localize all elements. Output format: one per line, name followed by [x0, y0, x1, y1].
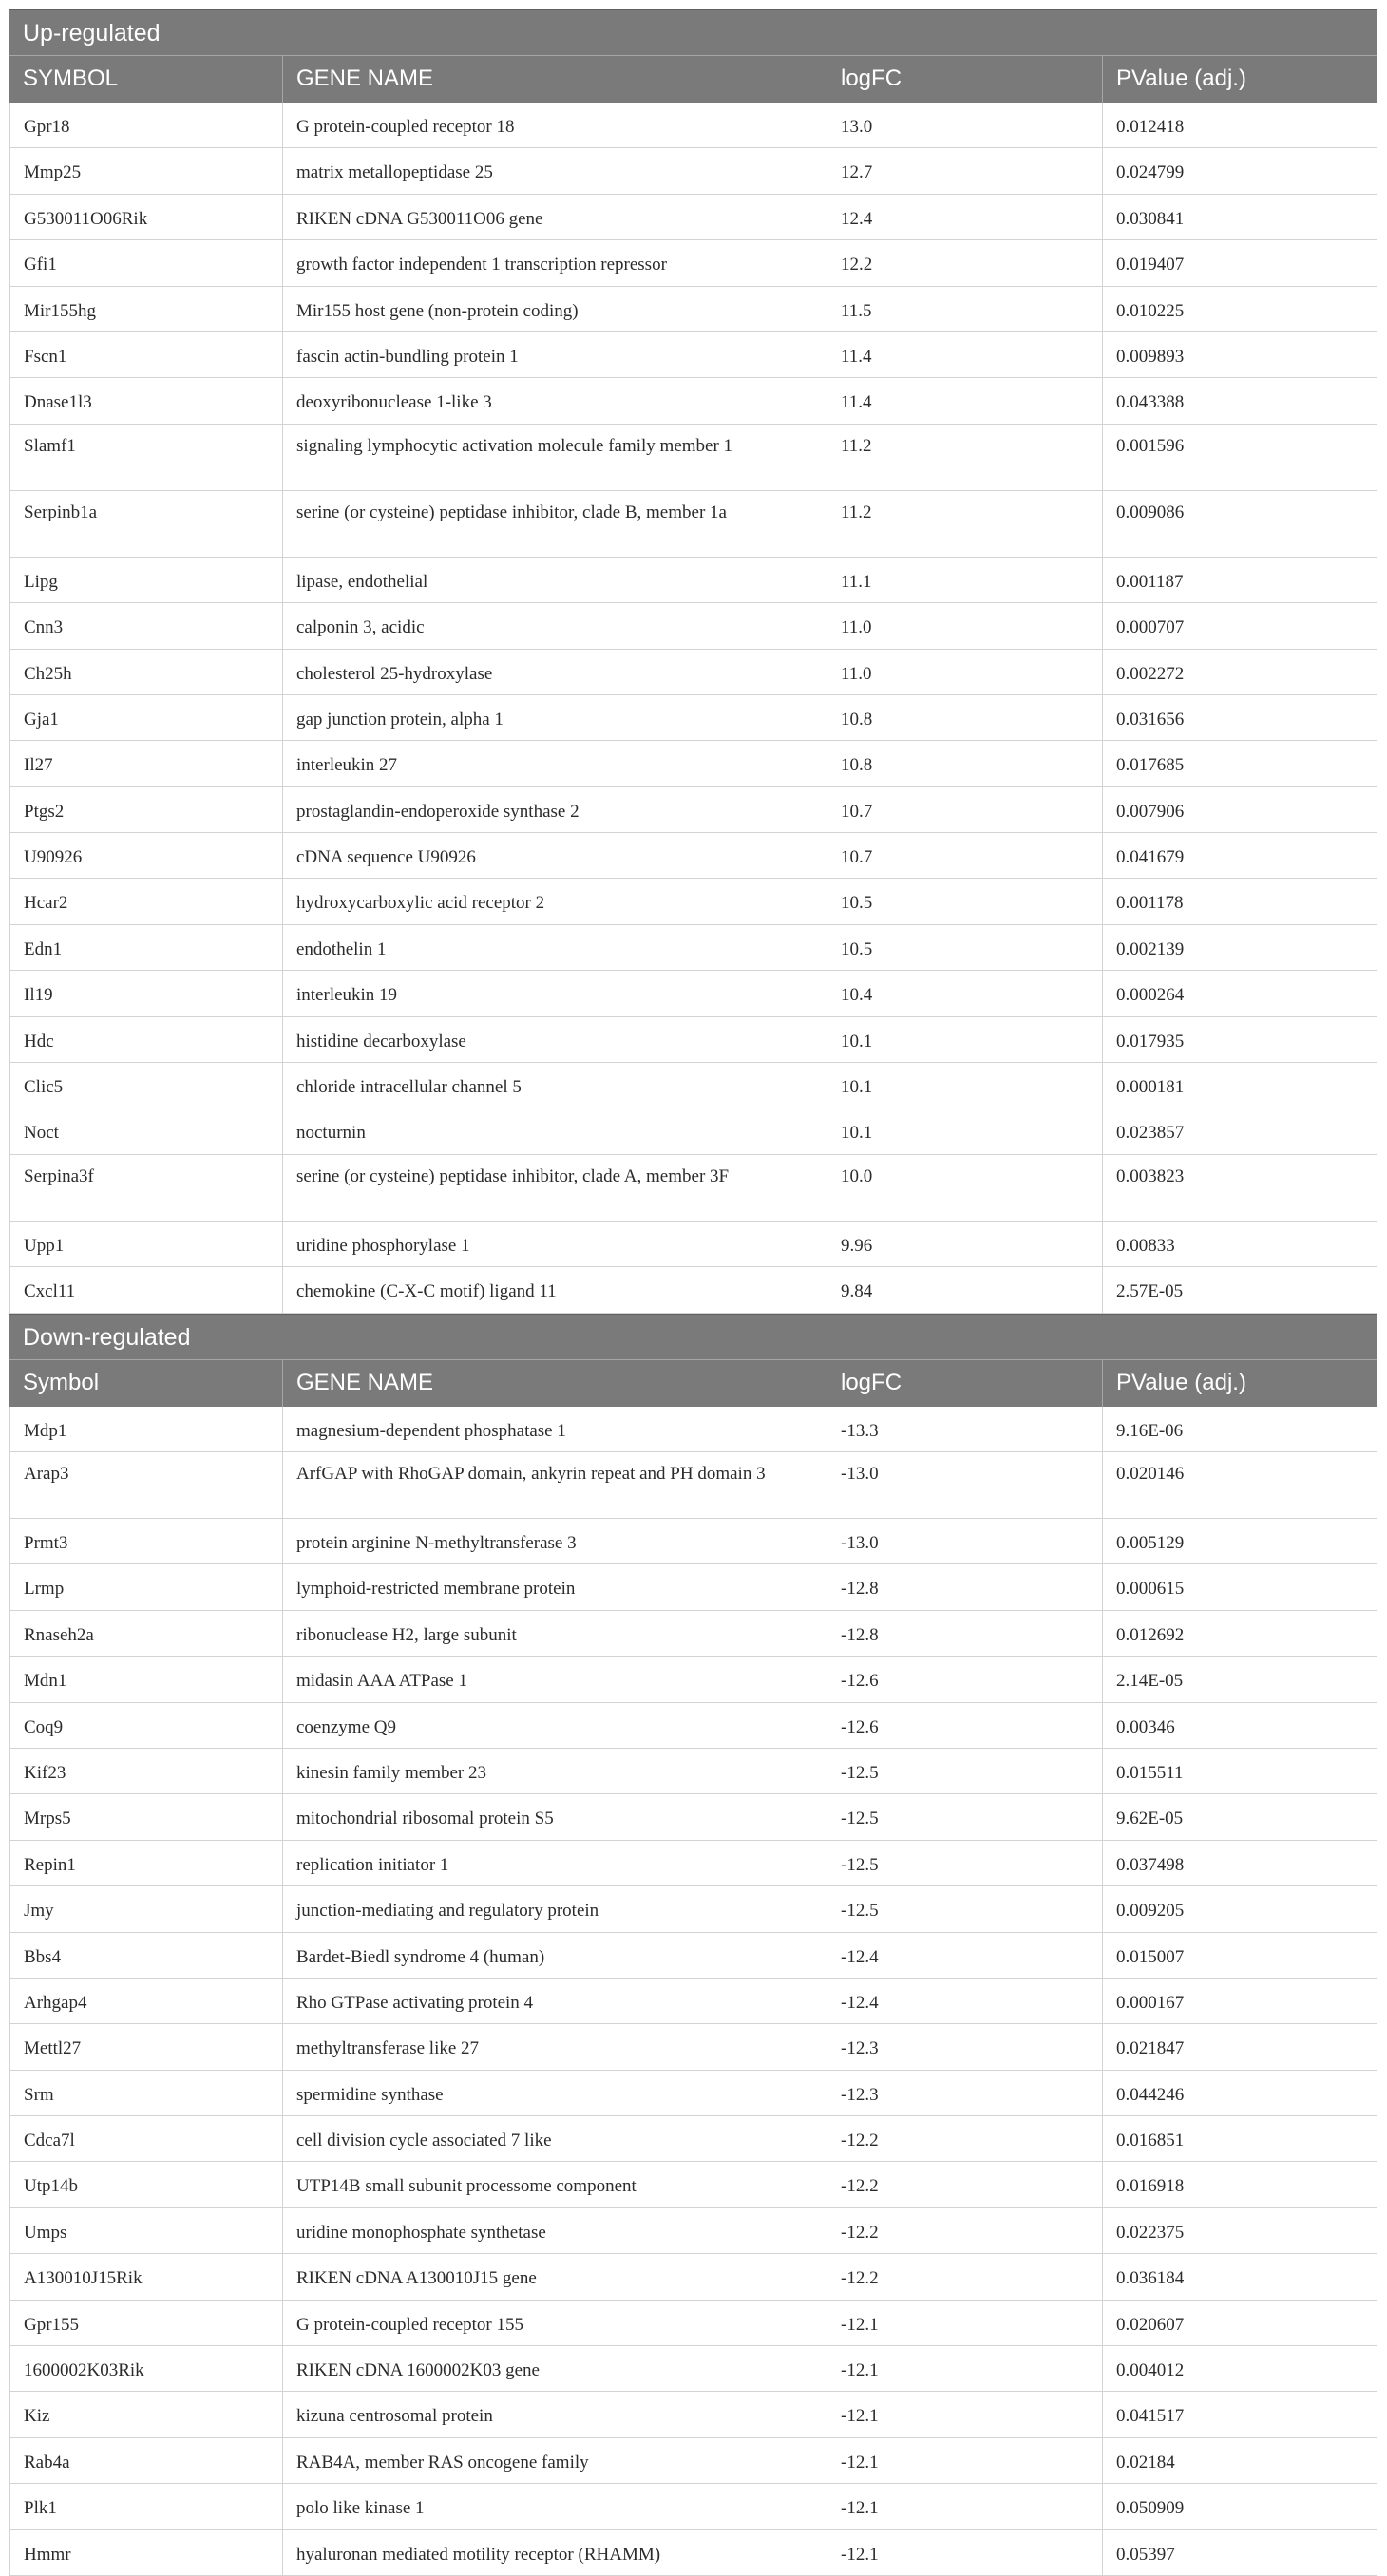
- cell-pvalue: 0.019407: [1102, 240, 1378, 285]
- cell-logfc: 9.96: [826, 1222, 1102, 1266]
- cell-logfc: -12.5: [826, 1886, 1102, 1931]
- table-row: [10, 1611, 1378, 1657]
- cell-logfc: 9.84: [826, 1267, 1102, 1312]
- cell-pvalue: 0.000615: [1102, 1564, 1378, 1609]
- cell-symbol: Cdca7l: [10, 2116, 282, 2161]
- table-row: [10, 1407, 1378, 1452]
- table-row: [10, 1933, 1378, 1979]
- table-row: [10, 2301, 1378, 2346]
- cell-gene-name: kinesin family member 23: [282, 1749, 826, 1793]
- cell-symbol: Mettl27: [10, 2024, 282, 2069]
- cell-logfc: 10.1: [826, 1017, 1102, 1062]
- cell-symbol: Gfi1: [10, 240, 282, 285]
- cell-gene-name: cDNA sequence U90926: [282, 833, 826, 878]
- table-row: [10, 695, 1378, 741]
- cell-logfc: -12.1: [826, 2392, 1102, 2436]
- cell-gene-name: RAB4A, member RAS oncogene family: [282, 2438, 826, 2483]
- cell-pvalue: 0.009086: [1102, 491, 1378, 557]
- table-row: [10, 1979, 1378, 2024]
- cell-symbol: Cnn3: [10, 603, 282, 648]
- cell-gene-name: growth factor independent 1 transcription repressor: [282, 240, 826, 285]
- cell-pvalue: 0.012418: [1102, 103, 1378, 147]
- table-row: [10, 925, 1378, 971]
- cell-logfc: 11.1: [826, 558, 1102, 602]
- cell-logfc: -12.6: [826, 1657, 1102, 1701]
- cell-pvalue: 0.009893: [1102, 332, 1378, 377]
- cell-gene-name: junction-mediating and regulatory protein: [282, 1886, 826, 1931]
- cell-gene-name: Bardet-Biedl syndrome 4 (human): [282, 1933, 826, 1978]
- cell-symbol: A130010J15Rik: [10, 2254, 282, 2299]
- cell-symbol: Kiz: [10, 2392, 282, 2436]
- cell-gene-name: lymphoid-restricted membrane protein: [282, 1564, 826, 1609]
- cell-symbol: Cxcl11: [10, 1267, 282, 1312]
- cell-logfc: -12.8: [826, 1611, 1102, 1656]
- cell-gene-name: methyltransferase like 27: [282, 2024, 826, 2069]
- cell-gene-name: lipase, endothelial: [282, 558, 826, 602]
- cell-gene-name: midasin AAA ATPase 1: [282, 1657, 826, 1701]
- cell-logfc: -12.2: [826, 2116, 1102, 2161]
- cell-symbol: Mdp1: [10, 1407, 282, 1451]
- cell-logfc: 10.5: [826, 879, 1102, 923]
- cell-logfc: -12.1: [826, 2438, 1102, 2483]
- cell-pvalue: 0.004012: [1102, 2346, 1378, 2391]
- table-row: [10, 1519, 1378, 1564]
- table-row: [10, 103, 1378, 148]
- header-gene-name: GENE NAME: [282, 56, 826, 103]
- cell-symbol: Il27: [10, 741, 282, 786]
- cell-logfc: -12.1: [826, 2346, 1102, 2391]
- cell-gene-name: spermidine synthase: [282, 2071, 826, 2115]
- cell-logfc: 11.2: [826, 491, 1102, 557]
- cell-symbol: Mdn1: [10, 1657, 282, 1701]
- cell-symbol: Hmmr: [10, 2530, 282, 2575]
- table-row: [10, 833, 1378, 879]
- cell-gene-name: RIKEN cDNA 1600002K03 gene: [282, 2346, 826, 2391]
- cell-logfc: -12.8: [826, 1564, 1102, 1609]
- cell-pvalue: 0.020607: [1102, 2301, 1378, 2345]
- cell-logfc: -12.6: [826, 1703, 1102, 1748]
- cell-symbol: Kif23: [10, 1749, 282, 1793]
- cell-pvalue: 0.023857: [1102, 1108, 1378, 1153]
- header-logfc: logFC: [826, 1360, 1102, 1407]
- cell-logfc: 10.0: [826, 1155, 1102, 1221]
- cell-symbol: Mmp25: [10, 148, 282, 193]
- cell-gene-name: interleukin 19: [282, 971, 826, 1015]
- table-row: [10, 1267, 1378, 1313]
- table-row: [10, 2254, 1378, 2300]
- header-symbol: Symbol: [23, 1369, 100, 1395]
- cell-gene-name: coenzyme Q9: [282, 1703, 826, 1748]
- cell-symbol: Srm: [10, 2071, 282, 2115]
- cell-symbol: Slamf1: [10, 425, 282, 490]
- cell-logfc: -12.2: [826, 2254, 1102, 2299]
- cell-pvalue: 0.02184: [1102, 2438, 1378, 2483]
- cell-gene-name: cell division cycle associated 7 like: [282, 2116, 826, 2161]
- cell-pvalue: 0.007906: [1102, 787, 1378, 832]
- table-row: [10, 240, 1378, 286]
- table-row: [10, 1063, 1378, 1108]
- header-gene-name: GENE NAME: [282, 1360, 826, 1407]
- cell-symbol: Prmt3: [10, 1519, 282, 1563]
- cell-symbol: Ptgs2: [10, 787, 282, 832]
- cell-symbol: Fscn1: [10, 332, 282, 377]
- table-row: [10, 2116, 1378, 2162]
- cell-gene-name: hydroxycarboxylic acid receptor 2: [282, 879, 826, 923]
- cell-symbol: Arap3: [10, 1452, 282, 1518]
- cell-pvalue: 9.62E-05: [1102, 1794, 1378, 1839]
- table-row: [10, 2530, 1378, 2576]
- cell-logfc: -12.1: [826, 2530, 1102, 2575]
- cell-pvalue: 0.021847: [1102, 2024, 1378, 2069]
- table-row: [10, 1222, 1378, 1267]
- cell-logfc: -13.0: [826, 1519, 1102, 1563]
- cell-pvalue: 0.00346: [1102, 1703, 1378, 1748]
- cell-logfc: -12.3: [826, 2071, 1102, 2115]
- cell-logfc: 10.1: [826, 1063, 1102, 1108]
- cell-pvalue: 0.001187: [1102, 558, 1378, 602]
- cell-logfc: 12.2: [826, 240, 1102, 285]
- table-row: [10, 2484, 1378, 2529]
- cell-logfc: 12.4: [826, 195, 1102, 239]
- cell-symbol: Edn1: [10, 925, 282, 970]
- cell-gene-name: ArfGAP with RhoGAP domain, ankyrin repeat and PH domain 3: [282, 1452, 826, 1518]
- cell-symbol: Ch25h: [10, 650, 282, 694]
- cell-symbol: Serpina3f: [10, 1155, 282, 1221]
- cell-logfc: -12.2: [826, 2162, 1102, 2207]
- table-row: [10, 787, 1378, 833]
- cell-logfc: 11.0: [826, 603, 1102, 648]
- cell-pvalue: 0.017935: [1102, 1017, 1378, 1062]
- cell-gene-name: uridine phosphorylase 1: [282, 1222, 826, 1266]
- cell-pvalue: 0.012692: [1102, 1611, 1378, 1656]
- cell-symbol: Rab4a: [10, 2438, 282, 2483]
- cell-gene-name: prostaglandin-endoperoxide synthase 2: [282, 787, 826, 832]
- cell-pvalue: 0.024799: [1102, 148, 1378, 193]
- table-row: [10, 558, 1378, 603]
- table-row: [10, 195, 1378, 240]
- cell-gene-name: gap junction protein, alpha 1: [282, 695, 826, 740]
- cell-pvalue: 0.022375: [1102, 2208, 1378, 2253]
- cell-pvalue: 0.043388: [1102, 378, 1378, 423]
- cell-gene-name: hyaluronan mediated motility receptor (RHAMM): [282, 2530, 826, 2575]
- cell-pvalue: 0.00833: [1102, 1222, 1378, 1266]
- cell-logfc: 13.0: [826, 103, 1102, 147]
- cell-gene-name: polo like kinase 1: [282, 2484, 826, 2529]
- table-row: [10, 971, 1378, 1016]
- cell-pvalue: 0.001178: [1102, 879, 1378, 923]
- cell-logfc: -12.4: [826, 1933, 1102, 1978]
- table-row: [10, 2392, 1378, 2437]
- cell-logfc: 10.7: [826, 787, 1102, 832]
- cell-logfc: -13.3: [826, 1407, 1102, 1451]
- cell-symbol: Repin1: [10, 1841, 282, 1885]
- cell-pvalue: 0.050909: [1102, 2484, 1378, 2529]
- table-row: [10, 741, 1378, 786]
- cell-gene-name: RIKEN cDNA G530011O06 gene: [282, 195, 826, 239]
- cell-symbol: Lrmp: [10, 1564, 282, 1609]
- up-header-row: [10, 55, 1378, 103]
- table-row: [10, 650, 1378, 695]
- cell-symbol: Jmy: [10, 1886, 282, 1931]
- cell-pvalue: 0.041679: [1102, 833, 1378, 878]
- cell-symbol: Mrps5: [10, 1794, 282, 1839]
- table-row: [10, 879, 1378, 924]
- header-pvalue: PValue (adj.): [1102, 56, 1378, 103]
- cell-logfc: 12.7: [826, 148, 1102, 193]
- cell-gene-name: UTP14B small subunit processome component: [282, 2162, 826, 2207]
- cell-pvalue: 0.010225: [1102, 287, 1378, 331]
- table-row: [10, 1452, 1378, 1519]
- table-row: [10, 1657, 1378, 1702]
- cell-symbol: Bbs4: [10, 1933, 282, 1978]
- cell-pvalue: 0.016918: [1102, 2162, 1378, 2207]
- header-symbol: SYMBOL: [23, 66, 119, 91]
- cell-logfc: 11.4: [826, 378, 1102, 423]
- down-header-row: [10, 1359, 1378, 1407]
- cell-logfc: -12.4: [826, 1979, 1102, 2023]
- cell-gene-name: chloride intracellular channel 5: [282, 1063, 826, 1108]
- table-row: [10, 287, 1378, 332]
- table-row: [10, 1564, 1378, 1610]
- cell-logfc: 10.8: [826, 741, 1102, 786]
- down-regulated-rows: [10, 1407, 1378, 2576]
- cell-pvalue: 0.005129: [1102, 1519, 1378, 1563]
- table-row: [10, 1703, 1378, 1749]
- table-row: [10, 1749, 1378, 1794]
- table-row: [10, 2346, 1378, 2392]
- cell-symbol: Clic5: [10, 1063, 282, 1108]
- cell-pvalue: 0.015511: [1102, 1749, 1378, 1793]
- cell-gene-name: Rho GTPase activating protein 4: [282, 1979, 826, 2023]
- cell-pvalue: 0.05397: [1102, 2530, 1378, 2575]
- up-regulated-rows: [10, 103, 1378, 1314]
- table-row: [10, 2071, 1378, 2116]
- up-regulated-title: Up-regulated: [10, 9, 1378, 55]
- cell-gene-name: histidine decarboxylase: [282, 1017, 826, 1062]
- cell-logfc: -12.5: [826, 1749, 1102, 1793]
- table-row: [10, 332, 1378, 378]
- cell-gene-name: G protein-coupled receptor 18: [282, 103, 826, 147]
- cell-logfc: 10.1: [826, 1108, 1102, 1153]
- cell-pvalue: 0.009205: [1102, 1886, 1378, 1931]
- cell-pvalue: 0.016851: [1102, 2116, 1378, 2161]
- cell-gene-name: replication initiator 1: [282, 1841, 826, 1885]
- cell-symbol: Rnaseh2a: [10, 1611, 282, 1656]
- table-row: [10, 1841, 1378, 1886]
- cell-logfc: -13.0: [826, 1452, 1102, 1518]
- cell-gene-name: mitochondrial ribosomal protein S5: [282, 1794, 826, 1839]
- cell-pvalue: 0.002272: [1102, 650, 1378, 694]
- cell-symbol: Lipg: [10, 558, 282, 602]
- table-row: [10, 1017, 1378, 1063]
- cell-logfc: 10.4: [826, 971, 1102, 1015]
- cell-pvalue: 0.003823: [1102, 1155, 1378, 1221]
- cell-logfc: -12.5: [826, 1841, 1102, 1885]
- gene-expression-table: [10, 9, 1378, 2576]
- cell-pvalue: 0.015007: [1102, 1933, 1378, 1978]
- cell-logfc: -12.2: [826, 2208, 1102, 2253]
- cell-logfc: 11.0: [826, 650, 1102, 694]
- cell-symbol: Upp1: [10, 1222, 282, 1266]
- cell-logfc: -12.1: [826, 2301, 1102, 2345]
- cell-gene-name: interleukin 27: [282, 741, 826, 786]
- cell-symbol: Coq9: [10, 1703, 282, 1748]
- cell-gene-name: fascin actin-bundling protein 1: [282, 332, 826, 377]
- cell-symbol: Mir155hg: [10, 287, 282, 331]
- cell-symbol: Plk1: [10, 2484, 282, 2529]
- cell-gene-name: kizuna centrosomal protein: [282, 2392, 826, 2436]
- cell-pvalue: 9.16E-06: [1102, 1407, 1378, 1451]
- cell-gene-name: nocturnin: [282, 1108, 826, 1153]
- cell-gene-name: G protein-coupled receptor 155: [282, 2301, 826, 2345]
- cell-pvalue: 0.041517: [1102, 2392, 1378, 2436]
- table-row: [10, 491, 1378, 558]
- cell-pvalue: 0.002139: [1102, 925, 1378, 970]
- cell-gene-name: ribonuclease H2, large subunit: [282, 1611, 826, 1656]
- cell-symbol: Arhgap4: [10, 1979, 282, 2023]
- cell-symbol: Serpinb1a: [10, 491, 282, 557]
- table-row: [10, 378, 1378, 424]
- table-row: [10, 2438, 1378, 2484]
- table-row: [10, 2208, 1378, 2254]
- cell-pvalue: 0.000181: [1102, 1063, 1378, 1108]
- cell-symbol: G530011O06Rik: [10, 195, 282, 239]
- cell-pvalue: 0.000167: [1102, 1979, 1378, 2023]
- cell-symbol: Umps: [10, 2208, 282, 2253]
- cell-pvalue: 0.044246: [1102, 2071, 1378, 2115]
- cell-pvalue: 0.037498: [1102, 1841, 1378, 1885]
- cell-pvalue: 0.020146: [1102, 1452, 1378, 1518]
- cell-symbol: Gpr155: [10, 2301, 282, 2345]
- cell-symbol: Noct: [10, 1108, 282, 1153]
- cell-gene-name: serine (or cysteine) peptidase inhibitor, clade B, member 1a: [282, 491, 826, 557]
- cell-symbol: Il19: [10, 971, 282, 1015]
- cell-gene-name: serine (or cysteine) peptidase inhibitor, clade A, member 3F: [282, 1155, 826, 1221]
- cell-logfc: 10.7: [826, 833, 1102, 878]
- cell-pvalue: 0.030841: [1102, 195, 1378, 239]
- cell-logfc: 11.5: [826, 287, 1102, 331]
- cell-gene-name: deoxyribonuclease 1-like 3: [282, 378, 826, 423]
- table-row: [10, 2162, 1378, 2207]
- table-row: [10, 1794, 1378, 1840]
- header-logfc: logFC: [826, 56, 1102, 103]
- cell-logfc: 10.8: [826, 695, 1102, 740]
- table-row: [10, 148, 1378, 194]
- cell-gene-name: matrix metallopeptidase 25: [282, 148, 826, 193]
- cell-logfc: 11.2: [826, 425, 1102, 490]
- table-row: [10, 1886, 1378, 1932]
- table-row: [10, 603, 1378, 649]
- cell-gene-name: endothelin 1: [282, 925, 826, 970]
- cell-gene-name: calponin 3, acidic: [282, 603, 826, 648]
- table-row: [10, 1108, 1378, 1154]
- table-row: [10, 2024, 1378, 2070]
- cell-pvalue: 0.031656: [1102, 695, 1378, 740]
- table-row: [10, 425, 1378, 491]
- cell-symbol: Utp14b: [10, 2162, 282, 2207]
- cell-gene-name: signaling lymphocytic activation molecule family member 1: [282, 425, 826, 490]
- cell-symbol: 1600002K03Rik: [10, 2346, 282, 2391]
- table-row: [10, 1155, 1378, 1222]
- cell-pvalue: 0.036184: [1102, 2254, 1378, 2299]
- cell-gene-name: RIKEN cDNA A130010J15 gene: [282, 2254, 826, 2299]
- cell-logfc: 11.4: [826, 332, 1102, 377]
- cell-gene-name: protein arginine N-methyltransferase 3: [282, 1519, 826, 1563]
- cell-logfc: -12.3: [826, 2024, 1102, 2069]
- cell-gene-name: Mir155 host gene (non-protein coding): [282, 287, 826, 331]
- cell-symbol: Hcar2: [10, 879, 282, 923]
- header-pvalue: PValue (adj.): [1102, 1360, 1378, 1407]
- cell-pvalue: 0.017685: [1102, 741, 1378, 786]
- cell-pvalue: 0.000707: [1102, 603, 1378, 648]
- cell-pvalue: 2.57E-05: [1102, 1267, 1378, 1312]
- cell-symbol: Gja1: [10, 695, 282, 740]
- cell-gene-name: chemokine (C-X-C motif) ligand 11: [282, 1267, 826, 1312]
- cell-logfc: -12.5: [826, 1794, 1102, 1839]
- cell-symbol: Hdc: [10, 1017, 282, 1062]
- cell-pvalue: 2.14E-05: [1102, 1657, 1378, 1701]
- cell-logfc: 10.5: [826, 925, 1102, 970]
- cell-gene-name: cholesterol 25-hydroxylase: [282, 650, 826, 694]
- cell-symbol: Gpr18: [10, 103, 282, 147]
- cell-symbol: Dnase1l3: [10, 378, 282, 423]
- cell-pvalue: 0.000264: [1102, 971, 1378, 1015]
- cell-pvalue: 0.001596: [1102, 425, 1378, 490]
- cell-logfc: -12.1: [826, 2484, 1102, 2529]
- down-regulated-title: Down-regulated: [10, 1314, 1378, 1359]
- cell-symbol: U90926: [10, 833, 282, 878]
- cell-gene-name: uridine monophosphate synthetase: [282, 2208, 826, 2253]
- cell-gene-name: magnesium-dependent phosphatase 1: [282, 1407, 826, 1451]
